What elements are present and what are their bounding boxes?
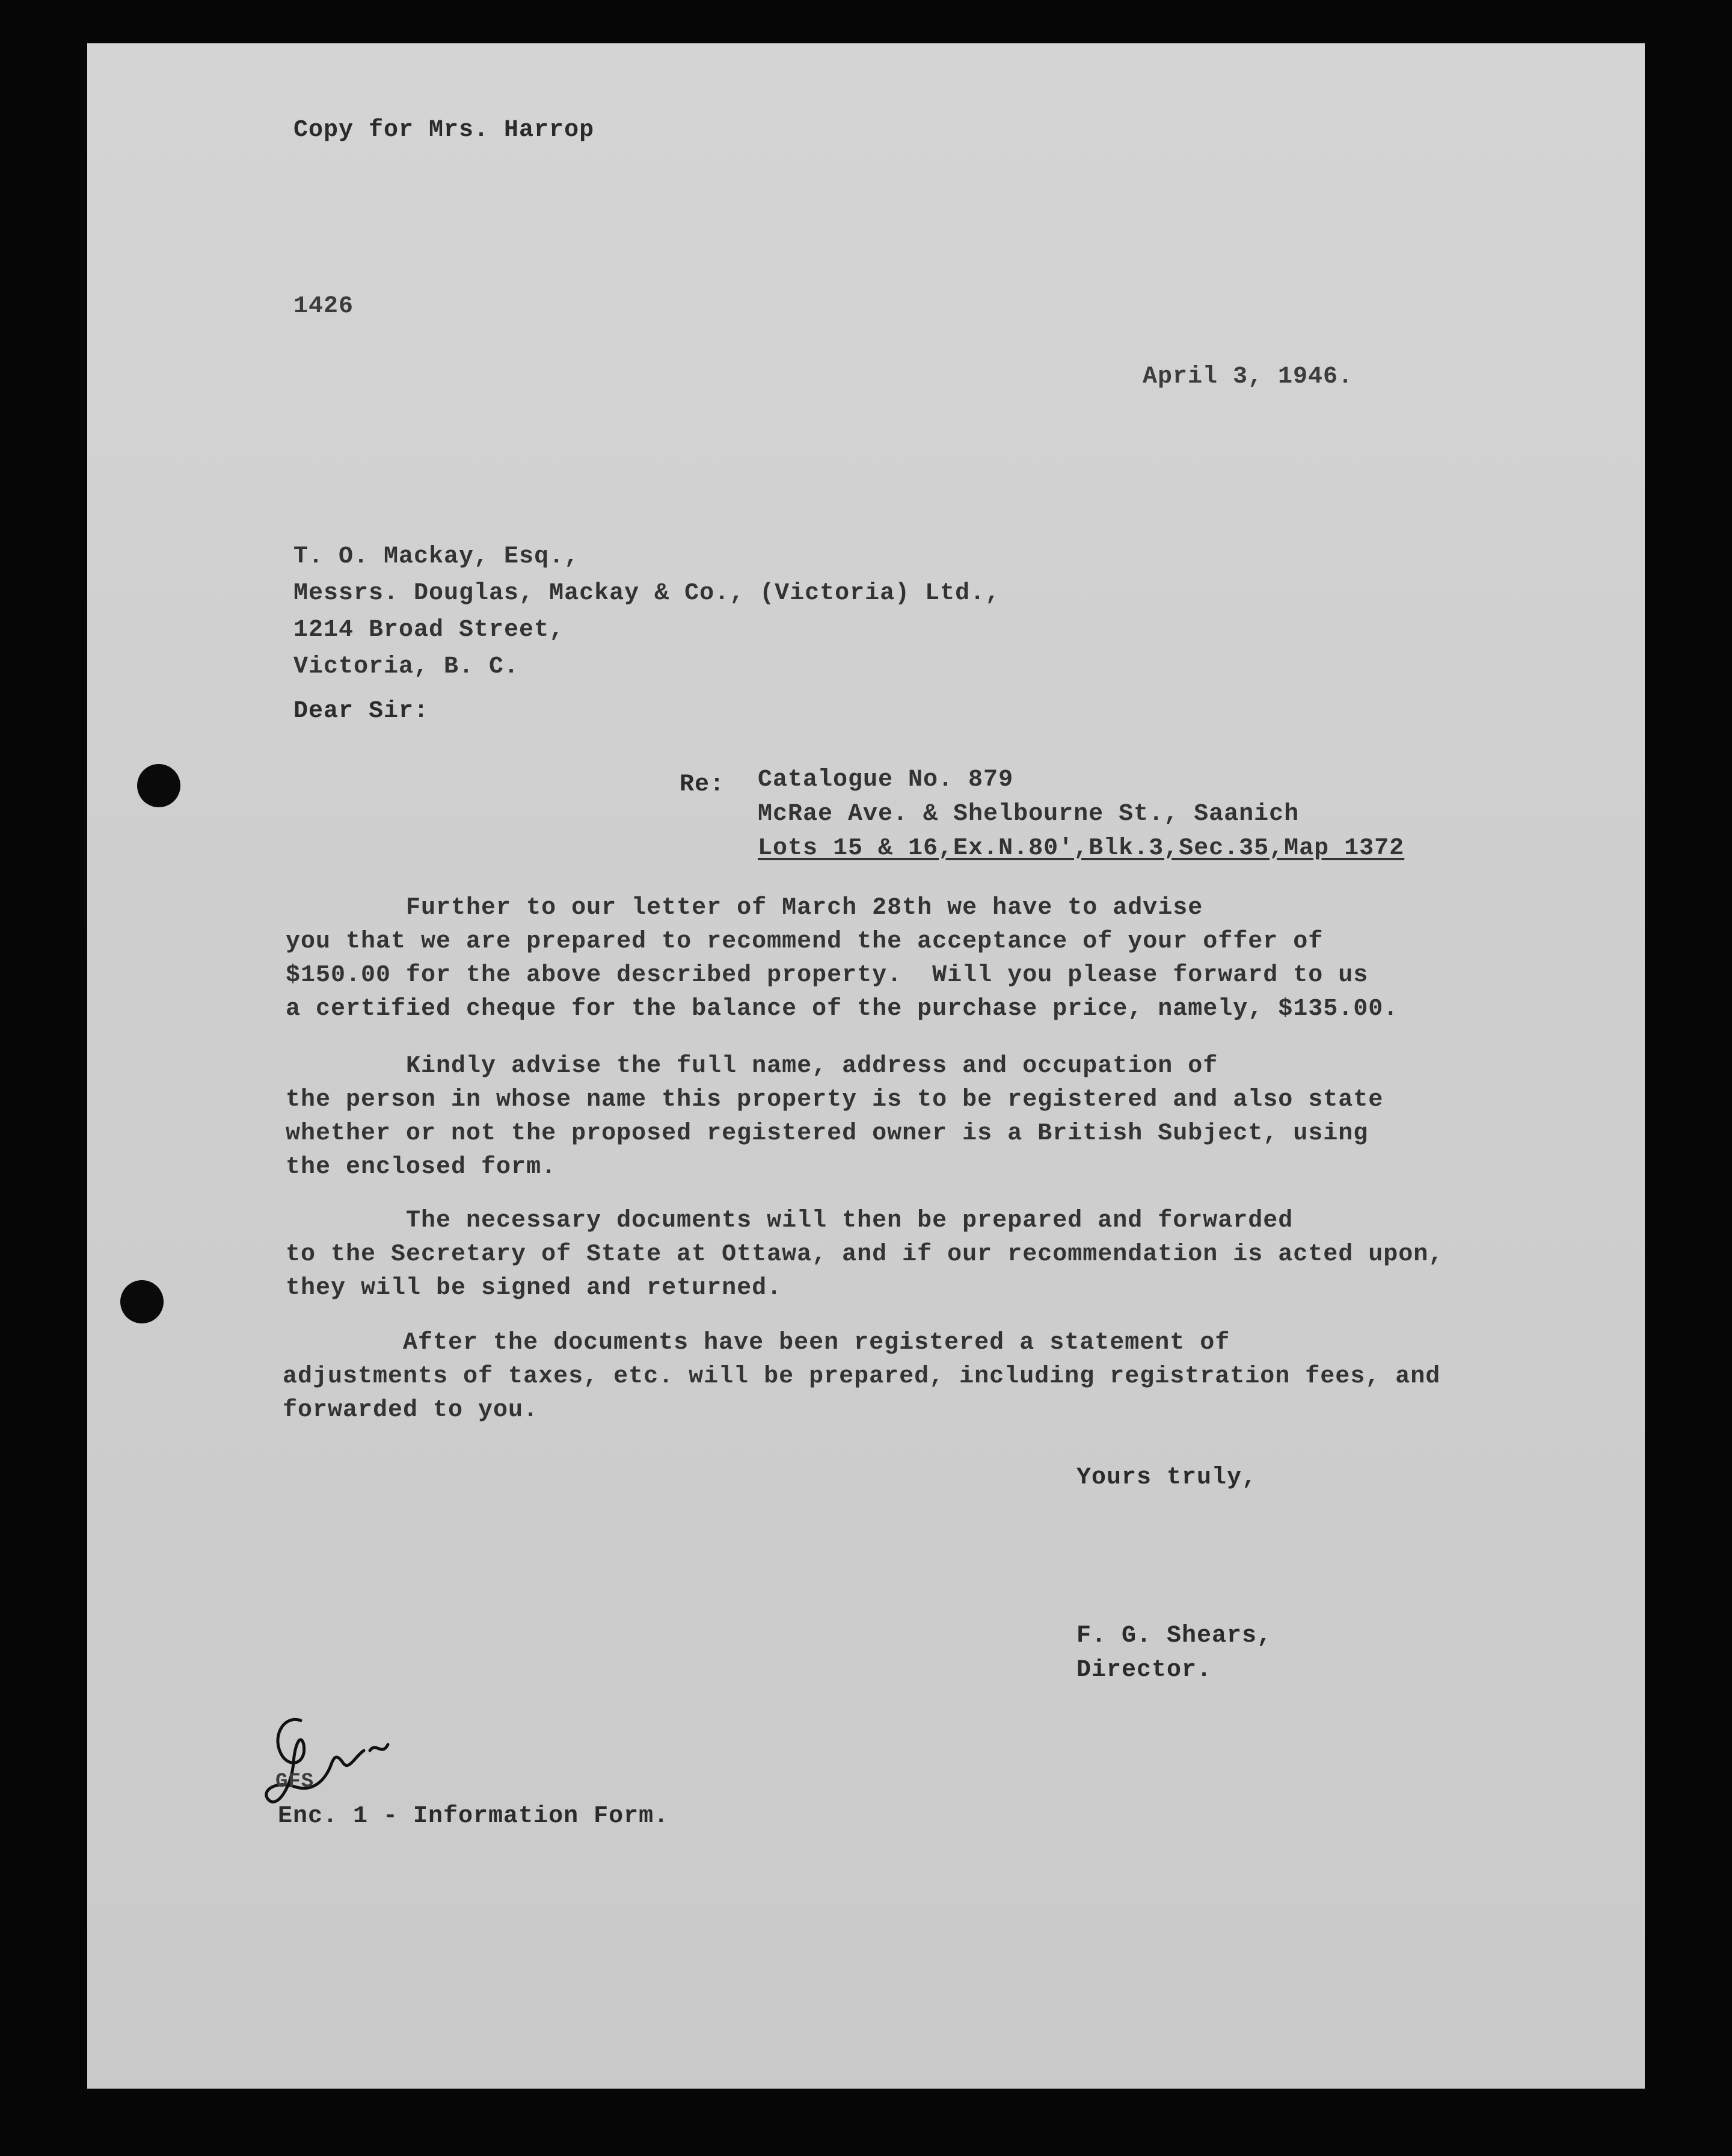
- salutation: Dear Sir:: [293, 698, 429, 725]
- addressee-line: Victoria, B. C.: [293, 653, 520, 680]
- paragraph-line: the enclosed form.: [286, 1154, 557, 1181]
- paragraph-4: [283, 1326, 1440, 1428]
- paragraph-line: you that we are prepared to recommend the acceptance of your offer of: [286, 928, 1324, 955]
- addressee-block: [293, 538, 1000, 685]
- paragraph-line: The necessary documents will then be prepared and forwarded: [286, 1207, 1294, 1234]
- enclosure-note: Enc. 1 - Information Form.: [278, 1803, 669, 1830]
- file-number: 1426: [293, 293, 354, 320]
- paragraph-line: After the documents have been registered a statement of: [283, 1329, 1230, 1357]
- paragraph-line: $150.00 for the above described property. Will you please forward to us: [286, 962, 1369, 989]
- addressee-line: Messrs. Douglas, Mackay & Co., (Victoria) Ltd.,: [293, 580, 1001, 607]
- addressee-line: 1214 Broad Street,: [293, 617, 565, 644]
- paragraph-line: Further to our letter of March 28th we have to advise: [286, 895, 1203, 922]
- punch-hole-bottom: [120, 1280, 164, 1323]
- re-line: McRae Ave. & Shelbourne St., Saanich: [758, 801, 1300, 828]
- paragraph-line: the person in whose name this property is to be registered and also state: [286, 1086, 1384, 1113]
- paragraph-line: to the Secretary of State at Ottawa, and if our recommendation is acted upon,: [286, 1241, 1444, 1268]
- re-line: Catalogue No. 879: [758, 766, 1014, 793]
- letter-date: April 3, 1946.: [1143, 363, 1354, 390]
- paragraph-line: Kindly advise the full name, address and occupation of: [286, 1053, 1218, 1080]
- paragraph-line: forwarded to you.: [283, 1397, 539, 1424]
- re-block: [758, 763, 1404, 866]
- paragraph-2: [286, 1050, 1383, 1184]
- re-label: Re:: [680, 771, 725, 798]
- re-line: Lots 15 & 16,Ex.N.80',Blk.3,Sec.35,Map 1372: [758, 835, 1405, 862]
- paragraph-line: whether or not the proposed registered owner is a British Subject, using: [286, 1120, 1369, 1147]
- paragraph-3: [286, 1204, 1443, 1305]
- copy-note: Copy for Mrs. Harrop: [293, 117, 595, 144]
- typist-initials: GFS: [275, 1770, 315, 1793]
- closing: Yours truly,: [1076, 1464, 1258, 1491]
- paragraph-line: a certified cheque for the balance of the purchase price, namely, $135.00.: [286, 996, 1399, 1023]
- punch-hole-top: [137, 764, 180, 807]
- paragraph-line: they will be signed and returned.: [286, 1275, 782, 1302]
- signatory-name: F. G. Shears,: [1076, 1622, 1273, 1649]
- paragraph-line: adjustments of taxes, etc. will be prepared, including registration fees, and: [283, 1363, 1441, 1390]
- signatory-title: Director.: [1076, 1657, 1212, 1684]
- addressee-line: T. O. Mackay, Esq.,: [293, 543, 580, 570]
- paragraph-1: [286, 892, 1398, 1026]
